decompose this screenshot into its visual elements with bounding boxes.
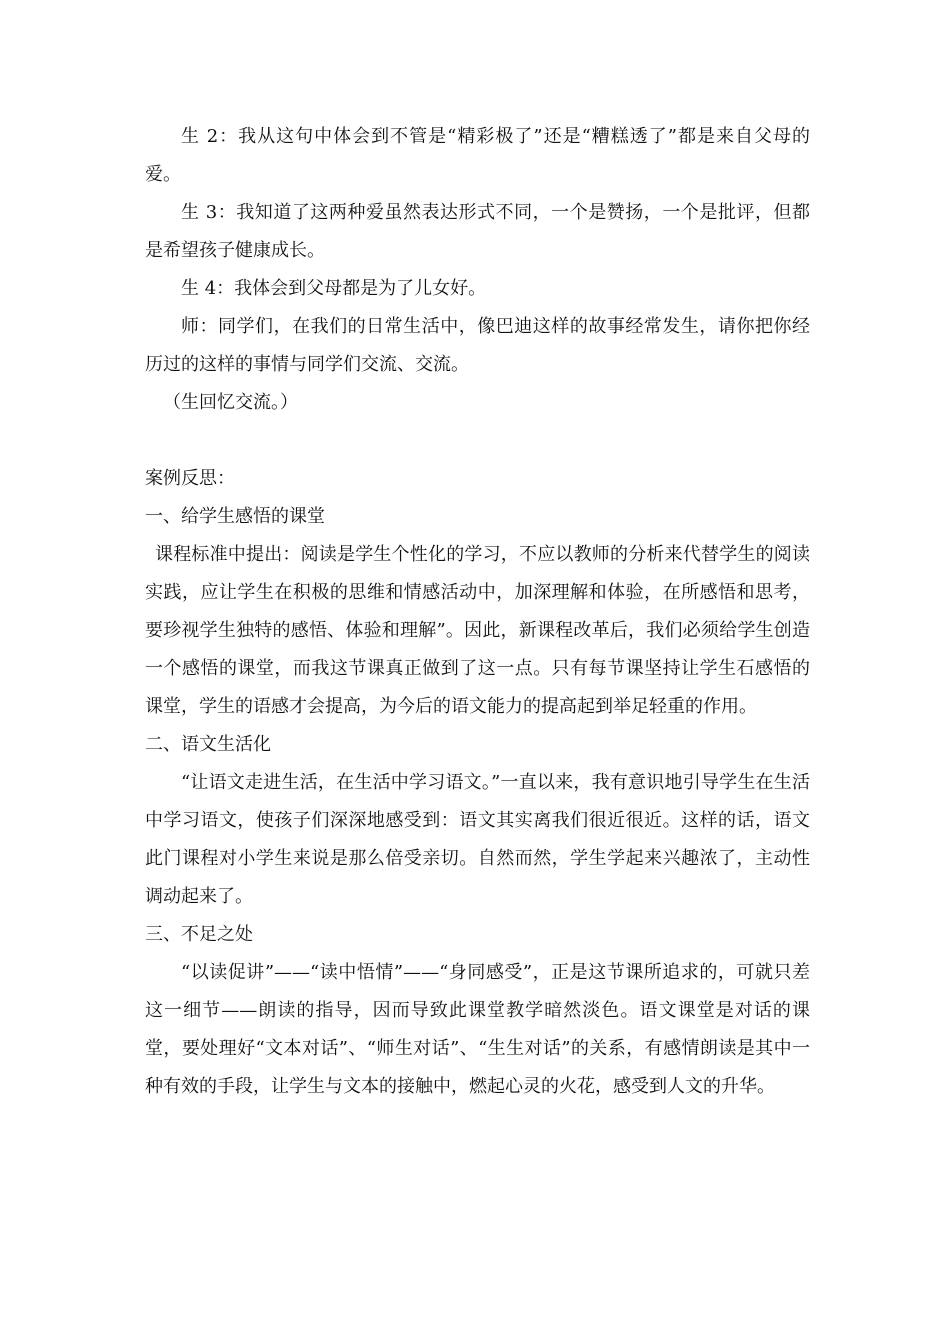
section-2-body: “让语文走进生活，在生活中学习语文。”一直以来，我有意识地引导学生在生活中学习语文，使孩子们深深地感受到：语文其实离我们很近很近。这样的话，语文此门课程对小学生来说是那么倍受亲切。自然而然，学生学起来兴趣浓了，主动性调动起来了。 [145, 772, 810, 907]
section-1-heading: 一、给学生感悟的课堂 [145, 506, 325, 527]
blank-line [145, 422, 810, 460]
recall-note: （生回忆交流。） [163, 392, 298, 413]
reflection-title: 案例反思： [145, 468, 235, 489]
student-4-paragraph: 生 4：我体会到父母都是为了儿女好。 [181, 278, 487, 299]
section-3-body: “以读促讲”——“读中悟情”——“身同感受”，正是这节课所追求的，可就只差这一细节——朗读的指导，因而导致此课堂教学暗然淡色。语文课堂是对话的课堂，要处理好“文本对话”、“师生对话”、“生生对话”的关系，有感情朗读是其中一种有效的手段，让学生与文本的接触中，燃起心灵的火花，感受到人文的升华。 [145, 962, 810, 1097]
document-body [145, 118, 810, 1106]
teacher-paragraph: 师：同学们，在我们的日常生活中，像巴迪这样的故事经常发生，请你把你经历过的这样的事情与同学们交流、交流。 [145, 316, 810, 375]
student-3-paragraph: 生 3：我知道了这两种爱虽然表达形式不同，一个是赞扬，一个是批评，但都是希望孩子健康成长。 [145, 202, 810, 261]
section-3-heading: 三、不足之处 [145, 924, 253, 945]
section-1-body: 课程标准中提出：阅读是学生个性化的学习，不应以教师的分析来代替学生的阅读实践，应让学生在积极的思维和情感活动中，加深理解和体验，在所感悟和思考，要珍视学生独特的感悟、体验和理解”。因此，新课程改革后，我们必须给学生创造一个感悟的课堂，而我这节课真正做到了这一点。只有每节课坚持让学生石感悟的课堂，学生的语感才会提高，为今后的语文能力的提高起到举足轻重的作用。 [145, 544, 810, 717]
student-2-paragraph: 生 2：我从这句中体会到不管是“精彩极了”还是“糟糕透了”都是来自父母的爱。 [145, 126, 810, 185]
section-2-heading: 二、语文生活化 [145, 734, 271, 755]
